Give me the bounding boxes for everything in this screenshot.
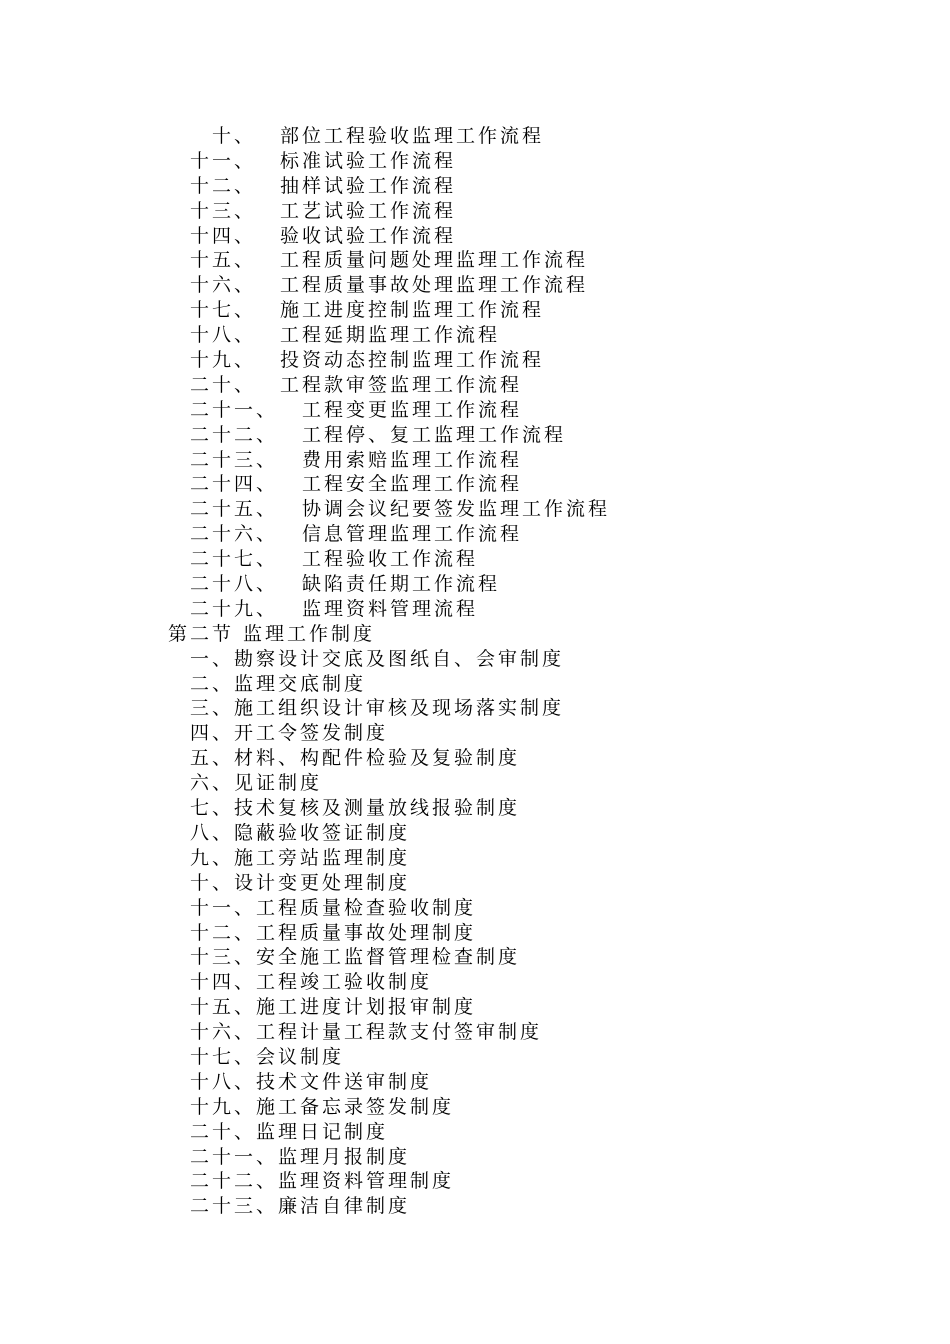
flow-item-number: 二十七、 [190, 548, 279, 571]
flow-item-title: 协调会议纪要签发监理工作流程 [302, 498, 611, 521]
flow-item [0, 149, 950, 174]
rule-item-text: 十二、工程质量事故处理制度 [190, 921, 477, 944]
flow-item-number: 十七、 [190, 299, 257, 322]
flow-item-number: 十九、 [190, 349, 257, 372]
document-body [0, 124, 950, 1219]
flow-item-number: 二十二、 [190, 423, 279, 446]
flow-item [0, 373, 950, 398]
flow-item-title: 信息管理监理工作流程 [302, 523, 523, 546]
flow-item-number: 二十六、 [190, 523, 279, 546]
rule-item-text: 十七、会议制度 [190, 1045, 345, 1068]
flow-item [0, 174, 950, 199]
rule-item [0, 672, 950, 697]
flow-item-title: 验收试验工作流程 [280, 224, 457, 247]
section-title: 第二节 监理工作制度 [168, 622, 376, 645]
flow-item-number: 十一、 [190, 149, 257, 172]
rule-item-text: 十六、工程计量工程款支付签审制度 [190, 1021, 543, 1044]
flow-item-number: 二十一、 [190, 398, 279, 421]
rule-item-text: 六、见证制度 [190, 772, 323, 795]
rule-item-text: 七、技术复核及测量放线报验制度 [190, 797, 521, 820]
flow-item-number: 十八、 [190, 324, 257, 347]
rule-item [0, 821, 950, 846]
rule-item [0, 1120, 950, 1145]
flow-item-title: 监理资料管理流程 [302, 597, 479, 620]
rule-item [0, 921, 950, 946]
flow-item-number: 十三、 [190, 199, 257, 222]
flow-item [0, 398, 950, 423]
flow-item-title: 标准试验工作流程 [280, 149, 457, 172]
rule-item-text: 十、设计变更处理制度 [190, 871, 411, 894]
rule-item [0, 846, 950, 871]
rule-item-text: 二十二、监理资料管理制度 [190, 1170, 455, 1193]
rule-item [0, 771, 950, 796]
flow-item-number: 十五、 [190, 249, 257, 272]
flow-item [0, 597, 950, 622]
rule-item-text: 四、开工令签发制度 [190, 722, 389, 745]
rule-item [0, 1169, 950, 1194]
rule-item-text: 二十三、廉洁自律制度 [190, 1195, 411, 1218]
flow-item [0, 124, 950, 149]
flow-item [0, 497, 950, 522]
rule-item [0, 970, 950, 995]
flow-item-title: 投资动态控制监理工作流程 [280, 349, 545, 372]
flow-item [0, 547, 950, 572]
rule-item [0, 746, 950, 771]
rule-item-text: 十九、施工备忘录签发制度 [190, 1095, 455, 1118]
flow-item-title: 抽样试验工作流程 [280, 174, 457, 197]
rule-item [0, 721, 950, 746]
flow-item [0, 199, 950, 224]
rule-item-text: 十三、安全施工监督管理检查制度 [190, 946, 521, 969]
rule-item [0, 1070, 950, 1095]
section-heading [0, 622, 950, 647]
flow-item-title: 工程延期监理工作流程 [280, 324, 501, 347]
flow-item-title: 工程款审签监理工作流程 [280, 373, 523, 396]
flow-item-number: 二十五、 [190, 498, 279, 521]
rule-item [0, 896, 950, 921]
flow-item [0, 248, 950, 273]
flow-item-number: 十、 [212, 125, 257, 147]
rule-item-text: 十五、施工进度计划报审制度 [190, 996, 477, 1019]
rule-item [0, 1194, 950, 1219]
flow-item-title: 工程质量问题处理监理工作流程 [280, 249, 589, 272]
flow-item [0, 472, 950, 497]
rule-item-text: 十八、技术文件送审制度 [190, 1070, 433, 1093]
rule-item-text: 十一、工程质量检查验收制度 [190, 896, 477, 919]
flow-item [0, 348, 950, 373]
rule-item-text: 十四、工程竣工验收制度 [190, 971, 433, 994]
rule-item-text: 二十一、监理月报制度 [190, 1145, 411, 1168]
rule-item-text: 二、监理交底制度 [190, 672, 367, 695]
flow-item [0, 224, 950, 249]
rule-item [0, 1045, 950, 1070]
flow-item-title: 缺陷责任期工作流程 [302, 573, 501, 596]
rule-item-text: 一、勘察设计交底及图纸自、会审制度 [190, 647, 565, 670]
rule-item [0, 696, 950, 721]
flow-item-number: 二十、 [190, 373, 257, 396]
rule-item [0, 796, 950, 821]
rule-item-text: 三、施工组织设计审核及现场落实制度 [190, 697, 565, 720]
flow-item [0, 298, 950, 323]
flow-item-title: 部位工程验收监理工作流程 [280, 125, 545, 147]
flow-item [0, 448, 950, 473]
rule-item [0, 647, 950, 672]
flow-item-title: 费用索赔监理工作流程 [302, 448, 523, 471]
flow-item-title: 工程停、复工监理工作流程 [302, 423, 567, 446]
flow-item-title: 施工进度控制监理工作流程 [280, 299, 545, 322]
flow-item [0, 423, 950, 448]
flow-item-number: 二十三、 [190, 448, 279, 471]
flow-item-title: 工程质量事故处理监理工作流程 [280, 274, 589, 297]
flow-item-number: 十六、 [190, 274, 257, 297]
flow-item-number: 二十八、 [190, 573, 279, 596]
flow-item-number: 十二、 [190, 174, 257, 197]
flow-item-number: 十四、 [190, 224, 257, 247]
flow-item-title: 工艺试验工作流程 [280, 199, 457, 222]
flow-item [0, 273, 950, 298]
rule-item-text: 九、施工旁站监理制度 [190, 846, 411, 869]
flow-item-title: 工程安全监理工作流程 [302, 473, 523, 496]
rule-item [0, 1095, 950, 1120]
flow-item-number: 二十九、 [190, 597, 279, 620]
rule-item [0, 945, 950, 970]
rule-item [0, 1145, 950, 1170]
flow-item-title: 工程变更监理工作流程 [302, 398, 523, 421]
rule-item [0, 871, 950, 896]
flow-item [0, 572, 950, 597]
flow-item [0, 522, 950, 547]
rule-item-text: 五、材料、构配件检验及复验制度 [190, 747, 521, 770]
rule-item [0, 995, 950, 1020]
flow-item-number: 二十四、 [190, 473, 279, 496]
rule-item [0, 1020, 950, 1045]
rule-item-text: 二十、监理日记制度 [190, 1120, 389, 1143]
flow-item [0, 323, 950, 348]
rule-item-text: 八、隐蔽验收签证制度 [190, 821, 411, 844]
flow-item-title: 工程验收工作流程 [302, 548, 479, 571]
